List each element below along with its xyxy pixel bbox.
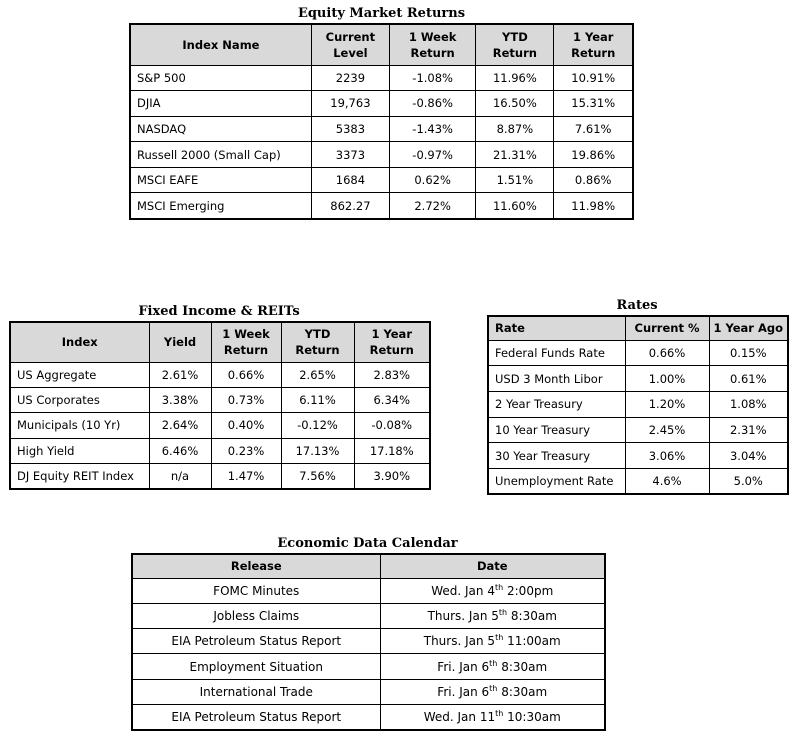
table-row [10,464,430,489]
release-name: EIA Petroleum Status Report [132,704,380,729]
table-row [10,438,430,463]
year-return: 15.31% [554,91,633,117]
current-rate: 1.00% [625,366,709,392]
rates-table [487,315,789,495]
yield-value: n/a [149,464,211,489]
week-return: 2.72% [389,193,475,219]
week-return: 0.73% [211,387,281,412]
table-row [130,65,633,91]
year-return: 19.86% [554,142,633,168]
table-row [130,142,633,168]
yield-value: 6.46% [149,438,211,463]
index-name: High Yield [10,438,149,463]
table-row [132,603,605,628]
current-rate: 3.06% [625,443,709,469]
rate-name: Federal Funds Rate [488,340,625,366]
rate-name: 10 Year Treasury [488,417,625,443]
equity-header-week: 1 Week Return [389,24,475,65]
release-name: EIA Petroleum Status Report [132,629,380,654]
current-rate: 4.6% [625,468,709,494]
year-ago-rate: 3.04% [709,443,788,469]
rate-name: USD 3 Month Libor [488,366,625,392]
index-name: S&P 500 [130,65,311,91]
table-row [130,167,633,193]
current-level: 3373 [311,142,389,168]
yield-value: 3.38% [149,387,211,412]
release-date: Wed. Jan 4th 2:00pm [380,578,605,603]
ytd-return: 17.13% [281,438,354,463]
year-ago-rate: 5.0% [709,468,788,494]
ytd-return: 21.31% [476,142,554,168]
yield-value: 2.64% [149,413,211,438]
current-level: 5383 [311,116,389,142]
year-return: 0.86% [554,167,633,193]
table-row [488,340,788,366]
index-name: Municipals (10 Yr) [10,413,149,438]
index-name: DJ Equity REIT Index [10,464,149,489]
release-name: Employment Situation [132,654,380,679]
release-date: Thurs. Jan 5th 8:30am [380,603,605,628]
fixed-income-table [9,321,431,490]
ytd-return: 11.96% [476,65,554,91]
table-row [132,578,605,603]
fixed-header-row [10,322,430,362]
year-return: 11.98% [554,193,633,219]
ytd-return: 1.51% [476,167,554,193]
release-date: Wed. Jan 11th 10:30am [380,704,605,729]
week-return: 0.62% [389,167,475,193]
year-return: 7.61% [554,116,633,142]
table-row [130,193,633,219]
equity-table [129,23,634,220]
week-return: -1.08% [389,65,475,91]
table-row [488,468,788,494]
table-row [10,413,430,438]
econ-calendar-section [131,536,606,731]
release-name: International Trade [132,679,380,704]
index-name: US Corporates [10,387,149,412]
week-return: -1.43% [389,116,475,142]
rates-header-current: Current % [625,316,709,340]
current-level: 19,763 [311,91,389,117]
year-ago-rate: 2.31% [709,417,788,443]
rates-header-rate: Rate [488,316,625,340]
week-return: 1.47% [211,464,281,489]
rates-header-year-ago: 1 Year Ago [709,316,788,340]
current-level: 2239 [311,65,389,91]
week-return: 0.66% [211,362,281,387]
table-row [132,629,605,654]
ytd-return: 7.56% [281,464,354,489]
release-name: FOMC Minutes [132,578,380,603]
index-name: MSCI Emerging [130,193,311,219]
year-ago-rate: 1.08% [709,391,788,417]
fixed-income-title: Fixed Income & REITs [138,304,300,319]
table-row [130,116,633,142]
rates-header-row [488,316,788,340]
equity-header-year: 1 Year Return [554,24,633,65]
fixed-income-section [9,304,431,490]
year-ago-rate: 0.15% [709,340,788,366]
equity-header-ytd: YTD Return [476,24,554,65]
ytd-return: 16.50% [476,91,554,117]
current-rate: 2.45% [625,417,709,443]
econ-header-release: Release [132,554,380,578]
release-date: Fri. Jan 6th 8:30am [380,654,605,679]
week-return: 0.40% [211,413,281,438]
week-return: -0.97% [389,142,475,168]
index-name: US Aggregate [10,362,149,387]
rate-name: 2 Year Treasury [488,391,625,417]
equity-header-name: Index Name [130,24,311,65]
rate-name: Unemployment Rate [488,468,625,494]
ytd-return: 2.65% [281,362,354,387]
table-row [130,91,633,117]
table-row [488,366,788,392]
equity-title: Equity Market Returns [297,6,466,21]
release-name: Jobless Claims [132,603,380,628]
table-row [132,654,605,679]
rates-section [487,298,789,495]
year-return: 10.91% [554,65,633,91]
table-row [488,391,788,417]
ytd-return: 11.60% [476,193,554,219]
table-row [488,443,788,469]
release-date: Thurs. Jan 5th 11:00am [380,629,605,654]
table-row [132,679,605,704]
econ-header-date: Date [380,554,605,578]
current-level: 1684 [311,167,389,193]
year-return: 6.34% [354,387,430,412]
week-return: -0.86% [389,91,475,117]
ytd-return: 6.11% [281,387,354,412]
year-return: -0.08% [354,413,430,438]
current-rate: 1.20% [625,391,709,417]
release-date: Fri. Jan 6th 8:30am [380,679,605,704]
econ-calendar-title: Economic Data Calendar [277,536,458,551]
equity-header-row [130,24,633,65]
fixed-header-week: 1 Week Return [211,322,281,362]
current-level: 862.27 [311,193,389,219]
yield-value: 2.61% [149,362,211,387]
index-name: Russell 2000 (Small Cap) [130,142,311,168]
fixed-header-ytd: YTD Return [281,322,354,362]
ytd-return: -0.12% [281,413,354,438]
table-row [132,704,605,729]
rates-title: Rates [616,298,658,313]
year-return: 3.90% [354,464,430,489]
econ-header-row [132,554,605,578]
fixed-header-index: Index [10,322,149,362]
econ-calendar-table [131,553,606,731]
index-name: DJIA [130,91,311,117]
index-name: NASDAQ [130,116,311,142]
year-return: 17.18% [354,438,430,463]
year-ago-rate: 0.61% [709,366,788,392]
table-row [10,362,430,387]
table-row [488,417,788,443]
rate-name: 30 Year Treasury [488,443,625,469]
table-row [10,387,430,412]
ytd-return: 8.87% [476,116,554,142]
index-name: MSCI EAFE [130,167,311,193]
current-rate: 0.66% [625,340,709,366]
fixed-header-year: 1 Year Return [354,322,430,362]
equity-header-level: Current Level [311,24,389,65]
week-return: 0.23% [211,438,281,463]
equity-section [129,6,634,220]
fixed-header-yield: Yield [149,322,211,362]
year-return: 2.83% [354,362,430,387]
